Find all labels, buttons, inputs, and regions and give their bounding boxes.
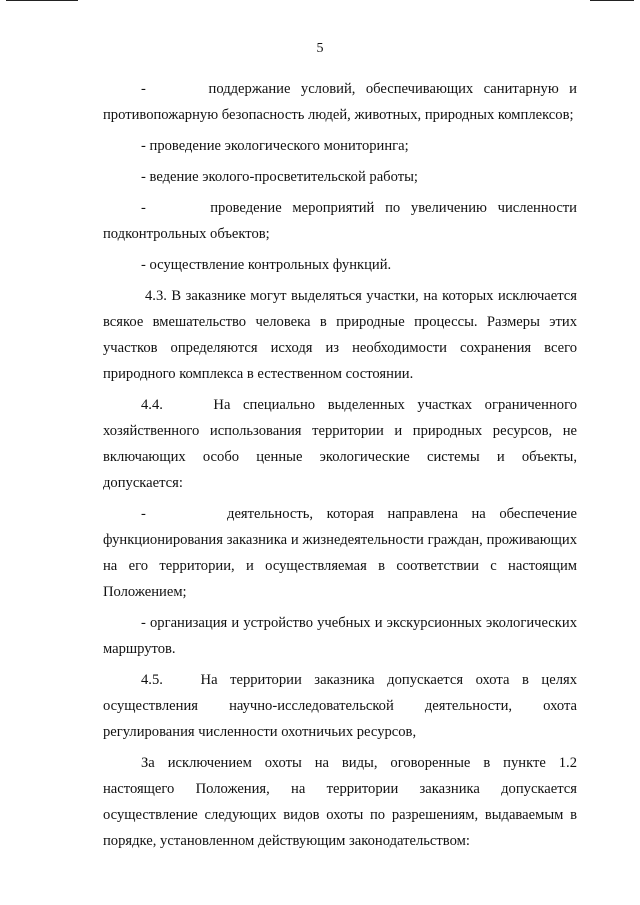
paragraph-4-5: 4.5. На территории заказника допускается охота в целях осуществления научно-исследовательской деятельности, охота регулирования численности охотничьих ресурсов, [103, 672, 577, 740]
paragraph-monitoring: - проведение экологического мониторинга; [141, 138, 409, 154]
page-number: 5 [316, 41, 324, 56]
document-body [103, 76, 577, 859]
paragraph-4-4: 4.4. На специально выделенных участках ограниченного хозяйственного использования территории и природных ресурсов, не включающих особо ценные экологические системы и объекты, допускается: [103, 397, 577, 491]
paragraph-activity: - деятельность, которая направлена на обеспечение функционирования заказника и жизнедеятельности граждан, проживающих на его территории, и осуществляемая в соответствии с настоящим Положением; [103, 506, 577, 600]
header-rule-left [6, 0, 78, 1]
paragraph-maintenance: - поддержание условий, обеспечивающих санитарную и противопожарную безопасность людей, животных, природных комплексов; [103, 81, 577, 123]
paragraph-events: - проведение мероприятий по увеличению численности подконтрольных объектов; [103, 200, 577, 242]
paragraph-control: - осуществление контрольных функций. [141, 257, 392, 273]
paragraph-education: - ведение эколого-просветительской работы; [141, 169, 418, 185]
header-rule-right [590, 0, 634, 1]
paragraph-4-3: 4.3. В заказнике могут выделяться участки, на которых исключается всякое вмешательство человека в природные процессы. Размеры этих участков определяются исходя из необходимости сохранения всего природного комплекса в естественном состоянии. [103, 288, 577, 382]
paragraph-routes: - организация и устройство учебных и экскурсионных экологических маршрутов. [103, 615, 577, 657]
paragraph-hunting-exceptions: За исключением охоты на виды, оговоренные в пункте 1.2 настоящего Положения, на территории заказника допускается осуществление следующих видов охоты по разрешениям, выдаваемым в порядке, установленном действующим законодательством: [103, 755, 577, 849]
